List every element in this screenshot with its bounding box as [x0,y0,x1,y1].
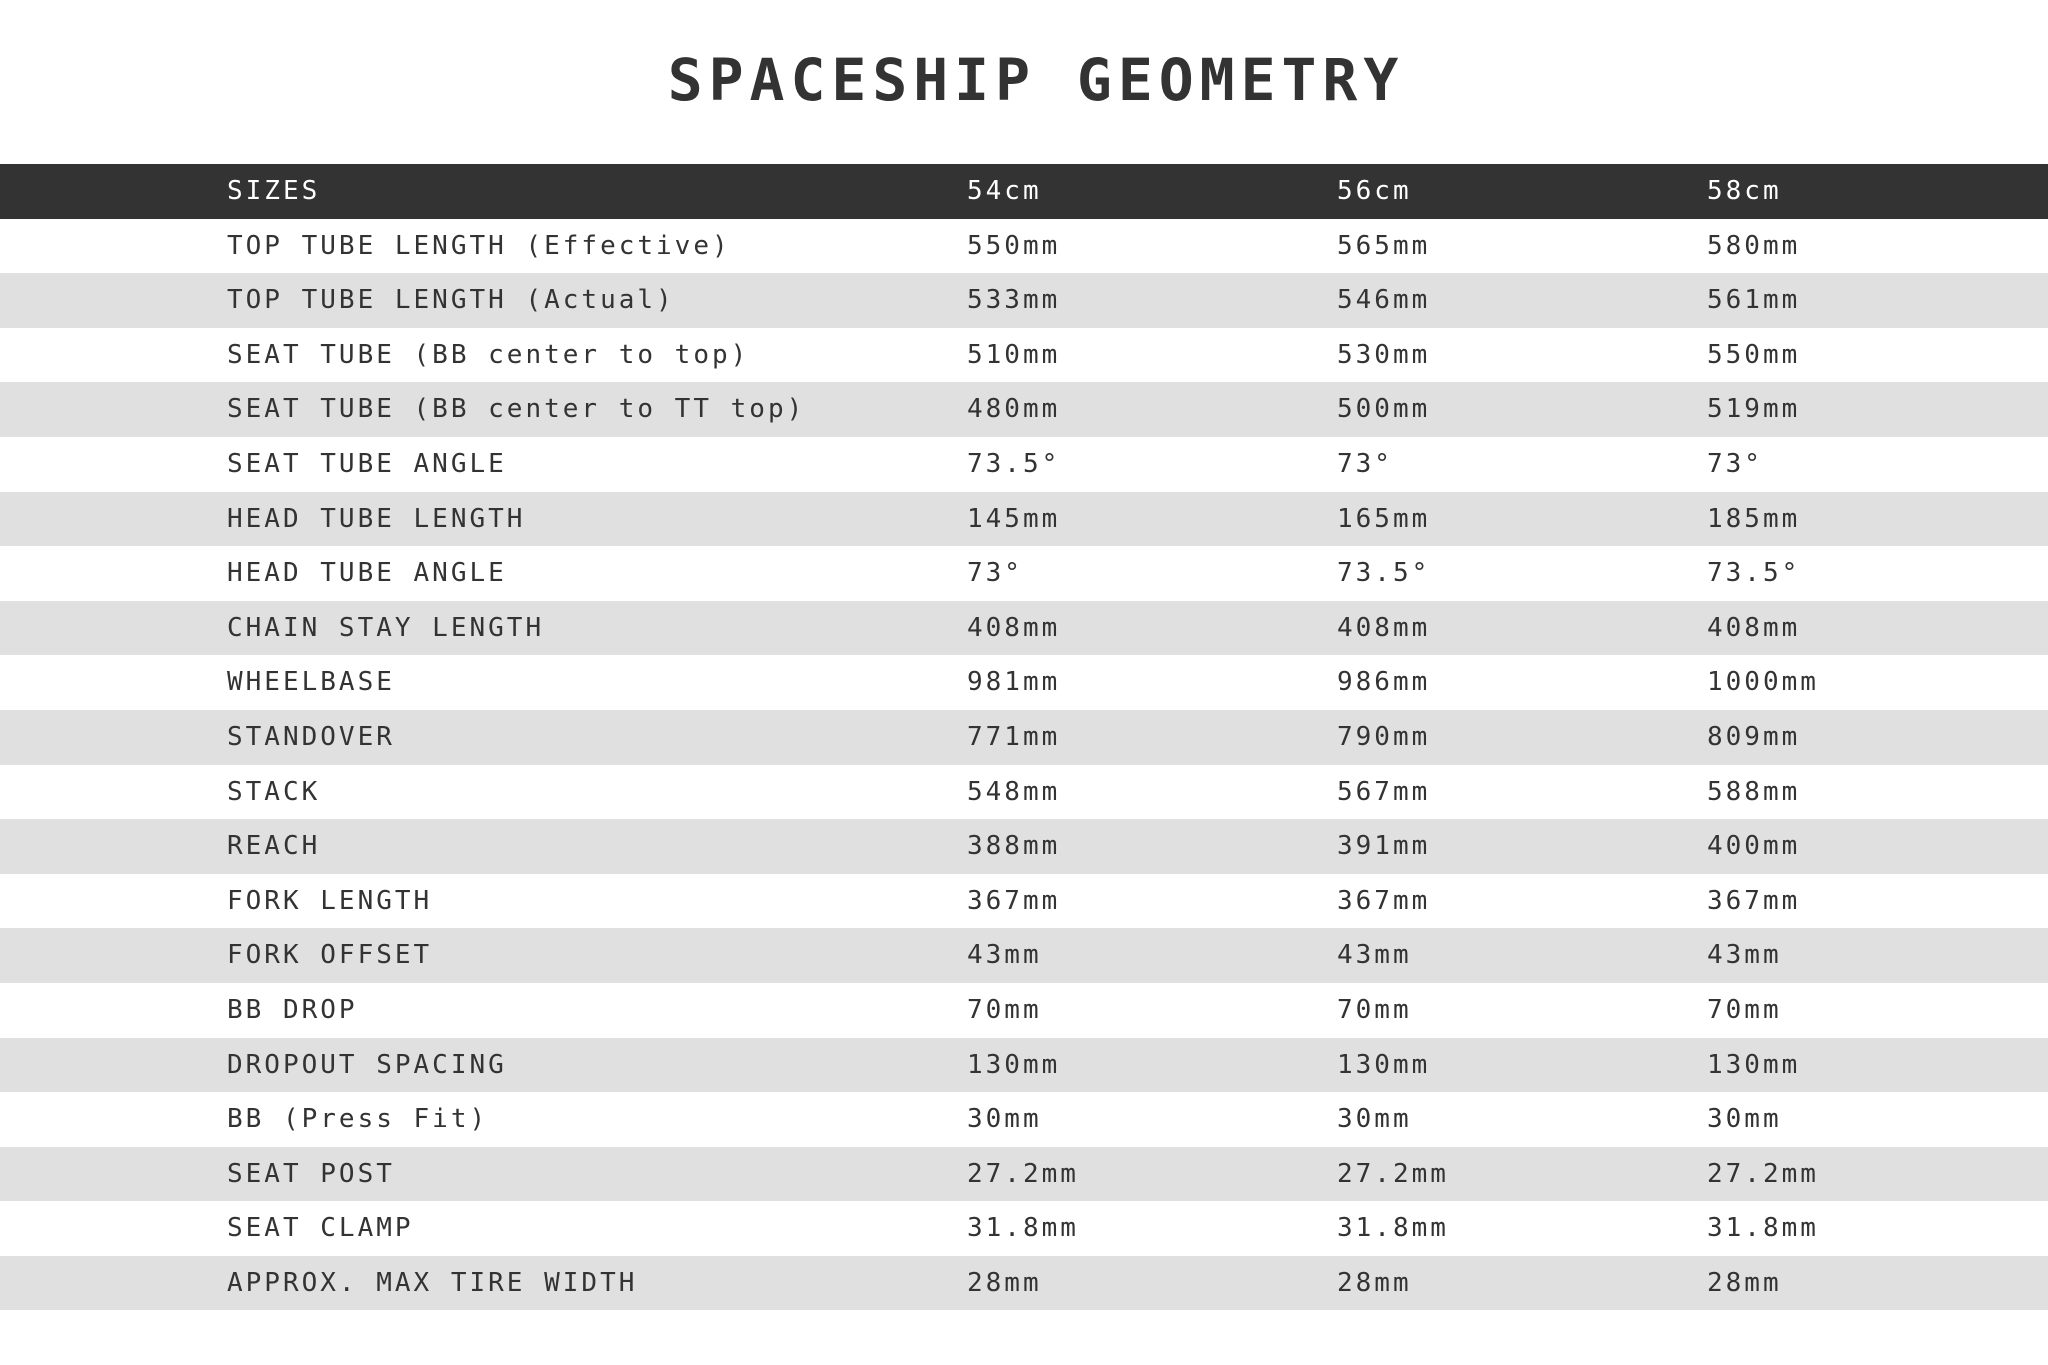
row-value-58: 70mm [1707,994,1782,1025]
row-value-56: 790mm [1337,721,1431,752]
table-row [0,382,2048,437]
row-label: TOP TUBE LENGTH (Effective) [227,230,731,261]
row-value-54: 771mm [967,721,1061,752]
row-label: REACH [227,831,321,862]
row-value-58: 400mm [1707,831,1801,862]
row-value-56: 500mm [1337,394,1431,425]
row-value-54: 30mm [967,1104,1042,1135]
table-row [0,1092,2048,1147]
table-row [0,273,2048,328]
row-value-56: 565mm [1337,230,1431,261]
table-row [0,655,2048,710]
table-row [0,1147,2048,1202]
row-value-58: 185mm [1707,503,1801,534]
row-label: SEAT TUBE (BB center to TT top) [227,394,806,425]
row-value-58: 1000mm [1707,667,1819,698]
header-cell-size-2: 56cm [1337,176,1412,206]
table-row [0,328,2048,383]
row-value-58: 809mm [1707,721,1801,752]
row-label: BB DROP [227,994,358,1025]
row-value-58: 73° [1707,448,1763,479]
table-header-row [0,164,2048,219]
table-row [0,1201,2048,1256]
row-label: STACK [227,776,321,807]
row-label: SEAT POST [227,1158,395,1189]
row-label: WHEELBASE [227,667,395,698]
row-value-56: 28mm [1337,1267,1412,1298]
row-value-58: 519mm [1707,394,1801,425]
row-value-58: 588mm [1707,776,1801,807]
row-label: SEAT TUBE (BB center to top) [227,339,750,370]
row-value-56: 27.2mm [1337,1158,1449,1189]
row-value-58: 550mm [1707,339,1801,370]
row-value-54: 145mm [967,503,1061,534]
table-row [0,765,2048,820]
row-label: HEAD TUBE ANGLE [227,558,507,589]
geometry-table [0,164,2048,1310]
table-row [0,437,2048,492]
row-label: DROPOUT SPACING [227,1049,507,1080]
header-cell-sizes: SIZES [227,176,321,206]
row-value-54: 28mm [967,1267,1042,1298]
row-value-54: 548mm [967,776,1061,807]
row-value-58: 30mm [1707,1104,1782,1135]
row-value-56: 530mm [1337,339,1431,370]
table-row [0,710,2048,765]
row-value-54: 480mm [967,394,1061,425]
table-row [0,874,2048,929]
row-value-58: 73.5° [1707,558,1801,589]
row-value-56: 986mm [1337,667,1431,698]
row-value-58: 580mm [1707,230,1801,261]
row-value-56: 546mm [1337,285,1431,316]
row-label: SEAT TUBE ANGLE [227,448,507,479]
row-value-54: 408mm [967,612,1061,643]
row-value-54: 533mm [967,285,1061,316]
table-row [0,928,2048,983]
row-value-54: 981mm [967,667,1061,698]
row-value-54: 550mm [967,230,1061,261]
table-row [0,546,2048,601]
row-value-58: 561mm [1707,285,1801,316]
row-value-54: 27.2mm [967,1158,1079,1189]
row-value-56: 70mm [1337,994,1412,1025]
row-value-58: 27.2mm [1707,1158,1819,1189]
table-row [0,219,2048,274]
row-label: CHAIN STAY LENGTH [227,612,545,643]
row-value-58: 31.8mm [1707,1213,1819,1244]
row-value-56: 31.8mm [1337,1213,1449,1244]
row-value-58: 408mm [1707,612,1801,643]
row-label: SEAT CLAMP [227,1213,414,1244]
row-value-56: 43mm [1337,940,1412,971]
row-value-54: 73° [967,558,1023,589]
row-label: BB (Press Fit) [227,1104,489,1135]
row-value-54: 43mm [967,940,1042,971]
table-row [0,1038,2048,1093]
row-value-54: 31.8mm [967,1213,1079,1244]
row-value-56: 408mm [1337,612,1431,643]
row-value-54: 510mm [967,339,1061,370]
row-value-54: 130mm [967,1049,1061,1080]
page-title: SPACESHIP GEOMETRY [667,46,1405,114]
table-row [0,983,2048,1038]
row-value-54: 388mm [967,831,1061,862]
row-label: STANDOVER [227,721,395,752]
row-value-58: 28mm [1707,1267,1782,1298]
row-value-56: 73° [1337,448,1393,479]
row-value-56: 567mm [1337,776,1431,807]
row-value-56: 73.5° [1337,558,1431,589]
header-cell-size-1: 54cm [967,176,1042,206]
row-value-54: 367mm [967,885,1061,916]
row-value-58: 130mm [1707,1049,1801,1080]
row-label: APPROX. MAX TIRE WIDTH [227,1267,638,1298]
table-row [0,492,2048,547]
row-value-56: 367mm [1337,885,1431,916]
table-row [0,819,2048,874]
row-value-54: 70mm [967,994,1042,1025]
row-value-54: 73.5° [967,448,1061,479]
row-label: FORK OFFSET [227,940,433,971]
table-row [0,1256,2048,1311]
row-label: TOP TUBE LENGTH (Actual) [227,285,675,316]
row-value-56: 30mm [1337,1104,1412,1135]
table-row [0,601,2048,656]
row-label: FORK LENGTH [227,885,433,916]
row-value-56: 130mm [1337,1049,1431,1080]
header-cell-size-3: 58cm [1707,176,1782,206]
row-value-56: 165mm [1337,503,1431,534]
row-value-56: 391mm [1337,831,1431,862]
row-value-58: 43mm [1707,940,1782,971]
row-label: HEAD TUBE LENGTH [227,503,526,534]
row-value-58: 367mm [1707,885,1801,916]
